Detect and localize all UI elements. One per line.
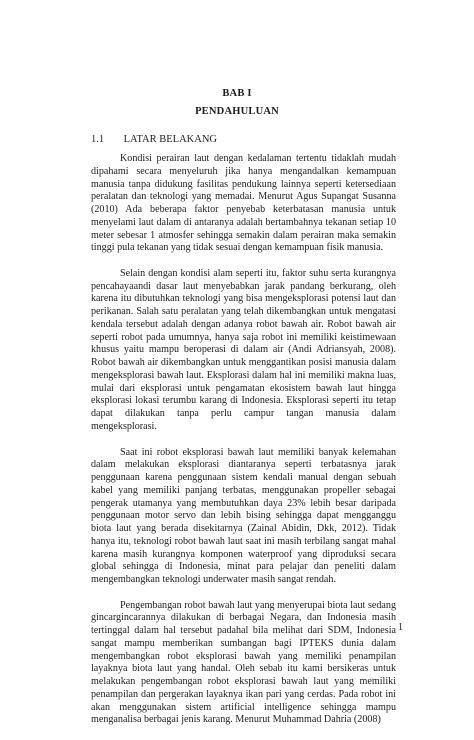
body-text (91, 153, 396, 740)
section-heading (91, 134, 217, 145)
chapter-label: BAB I (222, 88, 252, 99)
section-title: LATAR BELAKANG (123, 134, 217, 145)
paragraph: Kondisi perairan laut dengan kedalaman tertentu tidaklah mudah dipahami secara menyeluruh jika hanya mengandalkan kemampuan manusia tanpa didukung fasilitas pendukung lainnya seperti ketersediaan peralatan dan teknologi yang memadai. Menurut Agus Supangat Susanna (2010) Ada beberapa faktor penyebab keterbatasan manusia untuk menyelami laut dalam di antaranya adalah bertambahnya tekanan setiap 10 meter sebesar 1 atmosfer sehingga semakin dalam perairan maka semakin tinggi pula tekanan yang tidak sesuai dengan kemampuan fisik manusia. (91, 153, 396, 254)
paragraph: Selain dengan kondisi alam seperti itu, faktor suhu serta kurangnya pencahayaandi dasar laut menyebabkan jarak pandang berkurang, oleh karena itu dibutuhkan teknologi yang bisa mengeksplorasi potensi laut dan perikanan. Salah satu peralatan yang telah dikembangkan untuk mengatasi kendala tersebut adalah dengan adanya robot bawah air. Robot bawah air seperti robot pada umumnya, hanya saja robot ini memiliki keistimewaan khusus yaitu mampu beroperasi di dalam air (Andi Adriansyah, 2008). Robot bawah air dikembangkan untuk menggantikan posisi manusia dalam mengeksplorasi bawah laut. Eksplorasi dalam hal ini memiliki makna luas, mulai dari eksplorasi untuk pengamatan ekosistem bawah laut hingga eksplorasi lokasi terumbu karang di Indonesia. Eksplorasi seperti itu tetap dapat dilakukan tanpa perlu campur tangan manusia dalam mengeksplorasi. (91, 267, 396, 432)
chapter-title: PENDAHULUAN (195, 106, 279, 117)
paragraph: Pengembangan robot bawah laut yang menyerupai biota laut sedang gincargincarannya dilakukan di berbagai Negara, dan Indonesia masih tertinggal dalam hal tersebut padahal bila melihat dari SDM, Indonesia sangat mampu memberikan sumbangan bagi IPTEKS dunia dalam mengembangkan robot eksplorasi bawah yang memiliki penampilan layaknya biota laut yang handal. Oleh sebab itu kami bersikeras untuk melakukan pengembangan robot eksplorasi bawah laut yang memiliki penampilan dan pergerakan layaknya ikan pari yang cerdas. Pada robot ini akan menggunakan sistem artificial intelligence sehingga mampu menganalisa berbagai jenis karang. Menurut Muhammad Dahria (2008) (91, 599, 396, 726)
page-number: 1 (398, 622, 403, 633)
section-number: 1.1 (91, 134, 105, 145)
paragraph: Saat ini robot eksplorasi bawah laut memiliki banyak kelemahan dalam melakukan eksplorasi diantaranya seperti terbatasnya jarak penggunaan karena penggunaan sistem kendali manual dengan sebuah kabel yang memiliki panjang terbatas, menggunakan propeller sebagai pengerak utamanya yang membutuhkan daya 23% lebih besar daripada penggunaan motor servo dan lebih bising sehingga dapat mengganggu biota laut yang berada disekitarnya (Zainal Abidin, Dkk, 2012). Tidak hanya itu, teknologi robot bawah laut saat ini masih terbilang sangat mahal karena masih kurangnya komponen waterproof yang diproduksi secara global sehingga di Indonesia, minat para pelajar dan peneliti dalam mengembangkan teknologi underwater masih sangat rendah. (91, 446, 396, 586)
